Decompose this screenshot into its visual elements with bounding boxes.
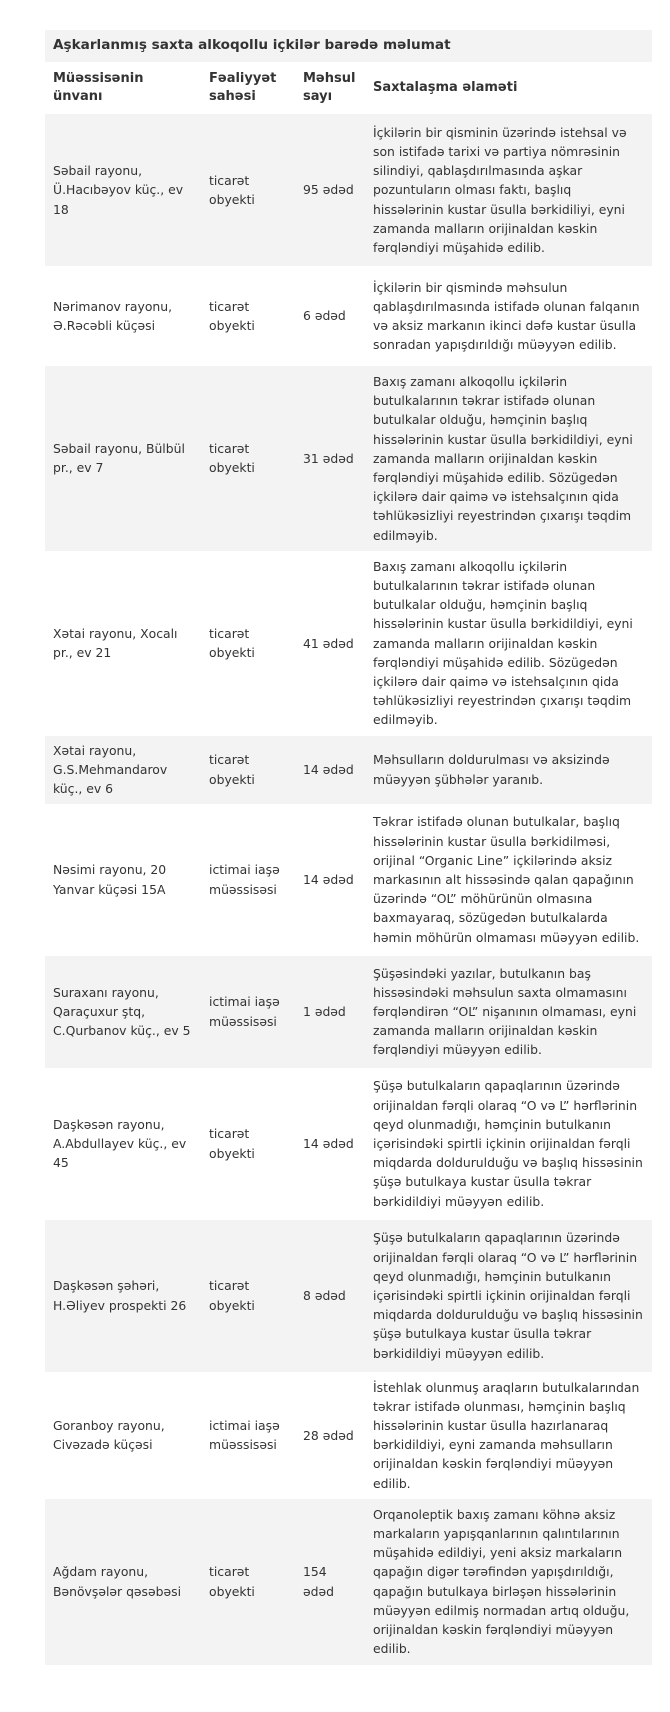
cell-activity: ticarət obyekti: [201, 736, 295, 804]
table-row: [45, 736, 652, 804]
table-row: [45, 266, 652, 366]
table-row: [45, 1220, 652, 1372]
header-address: Müəssisənin ünvanı: [53, 71, 144, 104]
cell-sign: Şüşəsindəki yazılar, butulkanın baş hissəsindəki məhsulun saxta olmamasını fərqləndirən “OL” nişanının olmaması, eyni zamanda malların orijinaldan kəskin fərqləndiyi müəyyən edilib.: [365, 956, 652, 1068]
counterfeit-alcohol-table: [45, 30, 652, 1665]
table-row: [45, 1372, 652, 1499]
table-title-row: [45, 30, 652, 62]
cell-activity: ticarət obyekti: [201, 266, 295, 366]
cell-count: 8 ədəd: [295, 1220, 365, 1372]
table-row: [45, 551, 652, 736]
table-header-row: [45, 62, 652, 114]
cell-sign: Təkrar istifadə olunan butulkalar, başlıq hissələrinin kustar üsulla bərkidilməsi, orijinal “Organic Line” içkilərində aksiz markasının alt hissəsində qalan qapağının üzərində “OL” möhürünün olmasına baxmayaraq, sözügedən butulkalarda həmin möhürün olmaması müəyyən edilib.: [365, 804, 652, 956]
cell-count: 95 ədəd: [295, 114, 365, 266]
cell-sign: Məhsulların doldurulması və aksizində müəyyən şübhələr yaranıb.: [365, 736, 652, 804]
cell-address: Xətai rayonu, G.S.Mehmandarov küç., ev 6: [45, 736, 201, 804]
cell-sign: İçkilərin bir qismində məhsulun qablaşdırılmasında istifadə olunan falqanın və aksiz markanın ikinci dəfə kustar üsulla sonradan yapışdırıldığı müəyyən edilib.: [365, 266, 652, 366]
table-title: Aşkarlanmış saxta alkoqollu içkilər barədə məlumat: [45, 30, 652, 62]
table-row: [45, 1068, 652, 1220]
table-row: [45, 956, 652, 1068]
cell-sign: Baxış zamanı alkoqollu içkilərin butulkalarının təkrar istifadə olunan butulkalar olduğu, həmçinin başlıq hissələrinin kustar üsulla bərkidildiyi, eyni zamanda malların orijinaldan kəskin fərqləndiyi müşahidə edilib. Sözügedən içkilərə dair qaimə və istehsalçının qida təhlükəsizliyi reyestrindən çıxarışı təqdim edilməyib.: [365, 366, 652, 551]
cell-count: 14 ədəd: [295, 804, 365, 956]
cell-count: 14 ədəd: [295, 1068, 365, 1220]
cell-count: 41 ədəd: [295, 551, 365, 736]
cell-activity: ticarət obyekti: [201, 366, 295, 551]
cell-activity: ticarət obyekti: [201, 1068, 295, 1220]
cell-activity: ictimai iaşə müəssisəsi: [201, 956, 295, 1068]
cell-count: 154 ədəd: [295, 1499, 365, 1665]
cell-activity: ictimai iaşə müəssisəsi: [201, 1372, 295, 1499]
cell-address: Səbail rayonu, Bülbül pr., ev 7: [45, 366, 201, 551]
header-count: Məhsul sayı: [303, 71, 356, 104]
cell-address: Goranboy rayonu, Civəzadə küçəsi: [45, 1372, 201, 1499]
cell-activity: ticarət obyekti: [201, 551, 295, 736]
cell-activity: ticarət obyekti: [201, 114, 295, 266]
cell-address: Nəsimi rayonu, 20 Yanvar küçəsi 15A: [45, 804, 201, 956]
cell-sign: Şüşə butulkaların qapaqlarının üzərində orijinaldan fərqli olaraq “O və L” hərflərinin qeyd olunmadığı, həmçinin butulkanın içərisindəki spirtli içkinin orijinaldan fərqli miqdarda doldurulduğu və başlıq hissəsinin şüşə butulkaya kustar üsulla təkrar bərkidildiyi müəyyən edilib.: [365, 1220, 652, 1372]
cell-address: Xətai rayonu, Xocalı pr., ev 21: [45, 551, 201, 736]
cell-activity: ticarət obyekti: [201, 1499, 295, 1665]
cell-activity: ticarət obyekti: [201, 1220, 295, 1372]
cell-address: Daşkəsən şəhəri, H.Əliyev prospekti 26: [45, 1220, 201, 1372]
table-container: [45, 30, 652, 1665]
header-activity: Fəaliyyət sahəsi: [209, 71, 277, 104]
table-row: [45, 366, 652, 551]
cell-count: 31 ədəd: [295, 366, 365, 551]
cell-address: Səbail rayonu, Ü.Hacıbəyov küç., ev 18: [45, 114, 201, 266]
cell-count: 6 ədəd: [295, 266, 365, 366]
cell-count: 28 ədəd: [295, 1372, 365, 1499]
cell-sign: Orqanoleptik baxış zamanı köhnə aksiz markaların yapışqanlarının qalıntılarının müşahidə edildiyi, yeni aksiz markaların qapağın digər tərəfindən yapışdırıldığı, qapağın butulkaya birləşən hissələrinin müəyyən edilmiş normadan artıq olduğu, orijinaldan kəskin fərqləndiyi müəyyən edilib.: [365, 1499, 652, 1665]
table-row: [45, 1499, 652, 1665]
cell-address: Nərimanov rayonu, Ə.Rəcəbli küçəsi: [45, 266, 201, 366]
cell-count: 14 ədəd: [295, 736, 365, 804]
cell-address: Daşkəsən rayonu, A.Abdullayev küç., ev 45: [45, 1068, 201, 1220]
cell-address: Ağdam rayonu, Bənövşələr qəsəbəsi: [45, 1499, 201, 1665]
cell-sign: Baxış zamanı alkoqollu içkilərin butulkalarının təkrar istifadə olunan butulkalar olduğu, həmçinin başlıq hissələrinin kustar üsulla bərkidildiyi, eyni zamanda malların orijinaldan kəskin fərqləndiyi müşahidə edilib. Sözügedən içkilərə dair qaimə və istehsalçının qida təhlükəsizliyi reyestrindən çıxarışı təqdim edilməyib.: [365, 551, 652, 736]
cell-count: 1 ədəd: [295, 956, 365, 1068]
cell-activity: ictimai iaşə müəssisəsi: [201, 804, 295, 956]
cell-sign: İstehlak olunmuş araqların butulkalarından təkrar istifadə olunması, həmçinin başlıq hissələrinin kustar üsulla hazırlanaraq bərkidildiyi, eyni zamanda məhsulların orijinaldan kəskin fərqləndiyi müəyyən edilib.: [365, 1372, 652, 1499]
table-row: [45, 804, 652, 956]
cell-sign: İçkilərin bir qisminin üzərində istehsal və son istifadə tarixi və partiya nömrəsinin silindiyi, qablaşdırılmasında aşkar pozuntuların olması faktı, başlıq hissələrinin kustar üsulla bərkidiliyi, eyni zamanda malların orijinaldan kəskin fərqləndiyi müşahidə edilib.: [365, 114, 652, 266]
table-row: [45, 114, 652, 266]
header-sign: Saxtalaşma əlaməti: [373, 80, 518, 95]
cell-address: Suraxanı rayonu, Qaraçuxur ştq, C.Qurbanov küç., ev 5: [45, 956, 201, 1068]
cell-sign: Şüşə butulkaların qapaqlarının üzərində orijinaldan fərqli olaraq “O və L” hərflərinin qeyd olunmadığı, həmçinin butulkanın içərisindəki spirtli içkinin orijinaldan fərqli miqdarda doldurulduğu və başlıq hissəsinin şüşə butulkaya kustar üsulla təkrar bərkidildiyi müəyyən edilib.: [365, 1068, 652, 1220]
